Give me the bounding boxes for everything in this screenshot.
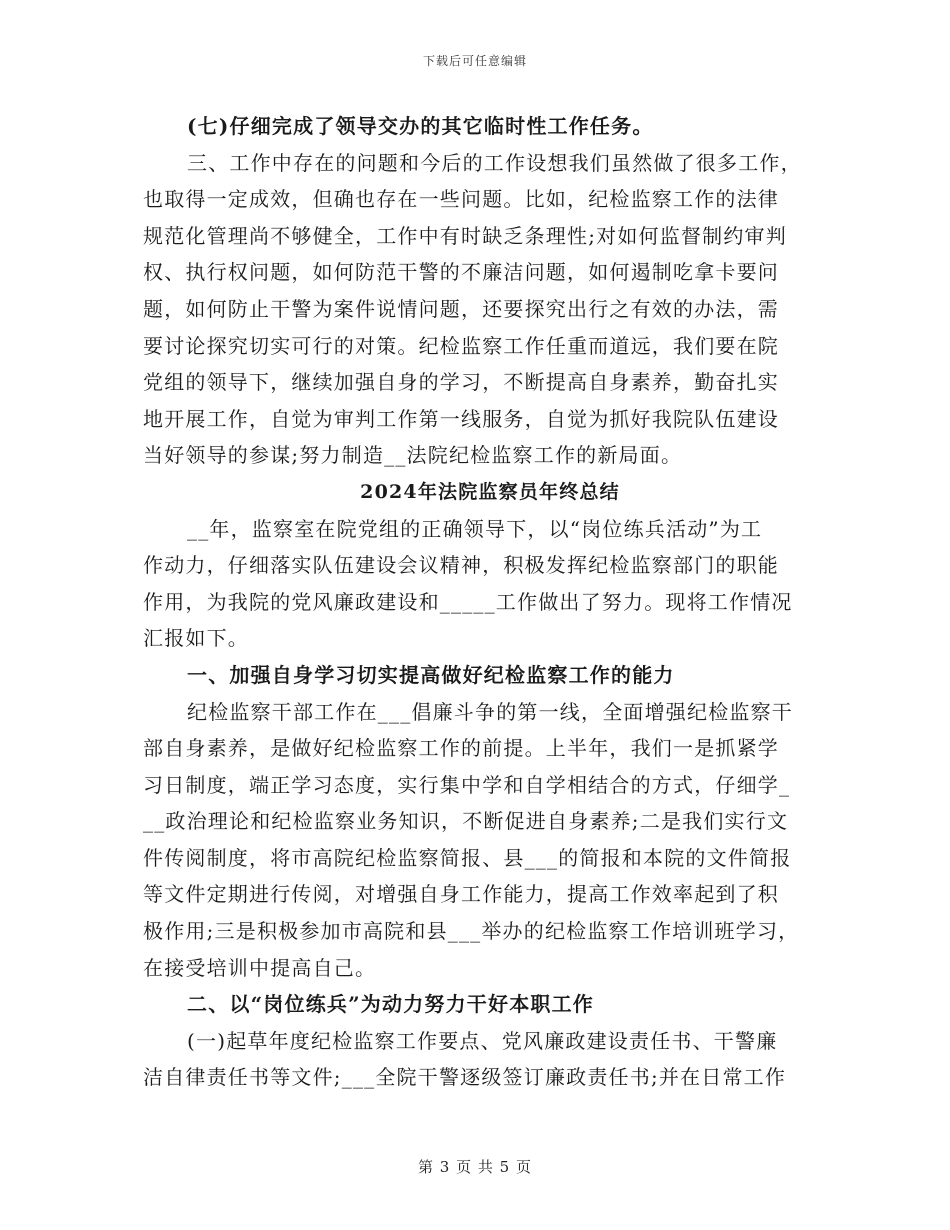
paragraph-line: 三、工作中存在的问题和今后的工作设想我们虽然做了很多工作， — [187, 150, 802, 175]
paragraph-line: 要讨论探究切实可行的对策。纪检监察工作任重而道远，我们要在院 — [143, 333, 779, 358]
paragraph-line: (一)起草年度纪检监察工作要点、党风廉政建设责任书、干警廉 — [187, 1028, 778, 1053]
paragraph-line: 当好领导的参谋;努力制造__法院纪检监察工作的新局面。 — [143, 443, 683, 468]
paragraph-line: 纪检监察干部工作在___倡廉斗争的第一线，全面增强纪检监察干 — [187, 699, 793, 724]
document-title: 2024年法院监察员年终总结 — [360, 480, 620, 503]
paragraph-line: 作用，为我院的党风廉政建设和_____工作做出了努力。现将工作情况 — [143, 589, 793, 614]
paragraph-line: 党组的领导下，继续加强自身的学习，不断提高自身素养，勤奋扎实 — [143, 370, 779, 395]
section-heading-one: 一、加强自身学习切实提高做好纪检监察工作的能力 — [187, 662, 675, 687]
paragraph-line: __年，监察室在院党组的正确领导下，以“岗位练兵活动”为工 — [187, 516, 763, 541]
paragraph-line: 权、执行权问题，如何防范干警的不廉洁问题，如何遏制吃拿卡要问 — [143, 260, 779, 285]
paragraph-line: 极作用;三是积极参加市高院和县___举办的纪检监察工作培训班学习， — [143, 919, 800, 944]
paragraph-line: __政治理论和纪检监察业务知识，不断促进自身素养;二是我们实行文 — [143, 809, 789, 834]
document-body — [143, 108, 807, 1096]
paragraph-line: 地开展工作，自觉为审判工作第一线服务，自觉为抓好我院队伍建设 — [143, 406, 779, 431]
paragraph-line: 习日制度，端正学习态度，实行集中学和自学相结合的方式，仔细学_ — [143, 772, 791, 797]
paragraph-line: 在接受培训中提高自己。 — [143, 955, 377, 980]
section-item-seven: (七)仔细完成了领导交办的其它临时性工作任务。 — [187, 114, 654, 138]
paragraph-line: 规范化管理尚不够健全，工作中有时缺乏条理性;对如何监督制约审判 — [143, 223, 787, 248]
paragraph-line: 等文件定期进行传阅，对增强自身工作能力，提高工作效率起到了积 — [143, 882, 779, 907]
paragraph-line: 汇报如下。 — [143, 626, 249, 651]
paragraph-line: 题，如何防止干警为案件说情问题，还要探究出行之有效的办法，需 — [143, 296, 779, 321]
paragraph-line: 也取得一定成效，但确也存在一些问题。比如，纪检监察工作的法律 — [143, 187, 779, 212]
page-header-note: 下载后可任意编辑 — [422, 54, 527, 68]
paragraph-line: 部自身素养，是做好纪检监察工作的前提。上半年，我们一是抓紧学 — [143, 736, 779, 761]
section-heading-two: 二、以“岗位练兵”为动力努力干好本职工作 — [187, 992, 595, 1017]
paragraph-line: 件传阅制度，将市高院纪检监察简报、县___的简报和本院的文件简报 — [143, 845, 792, 870]
page-number: 第 3 页 共 5 页 — [418, 1158, 532, 1176]
paragraph-line: 作动力，仔细落实队伍建设会议精神，积极发挥纪检监察部门的职能 — [143, 553, 779, 578]
paragraph-line: 洁自律责任书等文件;___全院干警逐级签订廉政责任书;并在日常工作 — [143, 1065, 787, 1090]
